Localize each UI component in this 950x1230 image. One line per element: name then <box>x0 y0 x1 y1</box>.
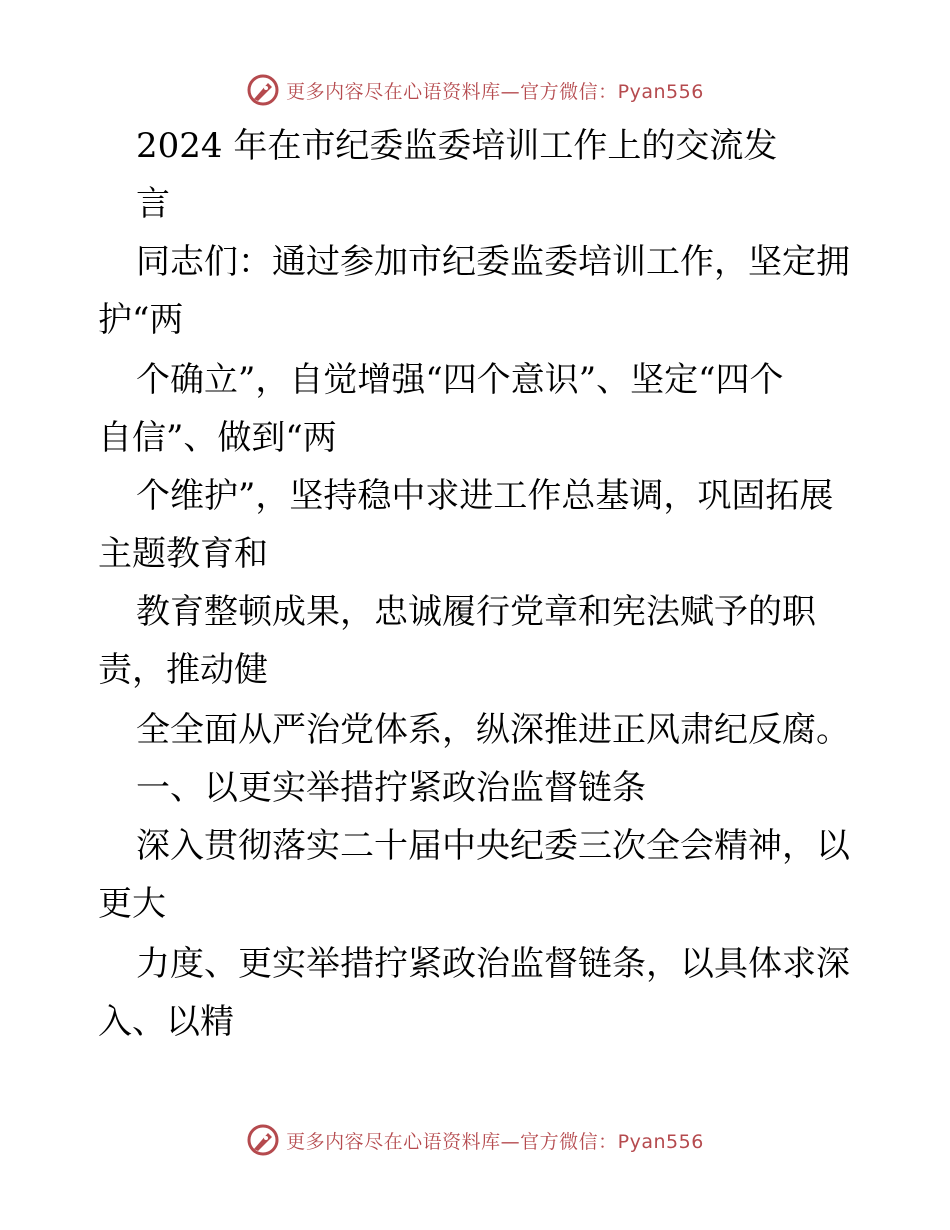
header-watermark <box>0 70 950 110</box>
body-text-line: 个维护”，坚持稳中求进工作总基调，巩固拓展 <box>136 476 834 516</box>
document-title-line-1: 2024 年在市纪委监委培训工作上的交流发 <box>136 126 778 166</box>
pen-nib-logo-icon <box>246 73 280 107</box>
body-text-line: 责，推动健 <box>98 650 268 690</box>
body-text-line: 教育整顿成果，忠诚履行党章和宪法赋予的职 <box>136 592 816 632</box>
document-title-line-2: 言 <box>136 184 170 224</box>
watermark-text: 更多内容尽在心语资料库—官方微信：Pyan556 <box>286 80 704 103</box>
body-text-line: 个确立”，自觉增强“四个意识”、坚定“四个 <box>136 360 784 400</box>
body-text-line: 主题教育和 <box>98 534 268 574</box>
body-text-line: 全全面从严治党体系，纵深推进正风肃纪反腐。 <box>136 710 850 750</box>
body-text-line: 深入贯彻落实二十届中央纪委三次全会精神，以 <box>136 826 850 866</box>
body-text-line: 护“两 <box>98 300 184 340</box>
pen-nib-logo-icon <box>246 1123 280 1157</box>
body-text-line: 自信”、做到“两 <box>98 418 337 458</box>
footer-watermark <box>0 1120 950 1160</box>
section-heading: 一、以更实举措拧紧政治监督链条 <box>136 768 646 808</box>
watermark-text: 更多内容尽在心语资料库—官方微信：Pyan556 <box>286 1130 704 1153</box>
body-text-line: 同志们：通过参加市纪委监委培训工作，坚定拥 <box>136 242 850 282</box>
body-text-line: 力度、更实举措拧紧政治监督链条，以具体求深 <box>136 944 850 984</box>
body-text-line: 入、以精 <box>98 1002 234 1042</box>
body-text-line: 更大 <box>98 884 166 924</box>
